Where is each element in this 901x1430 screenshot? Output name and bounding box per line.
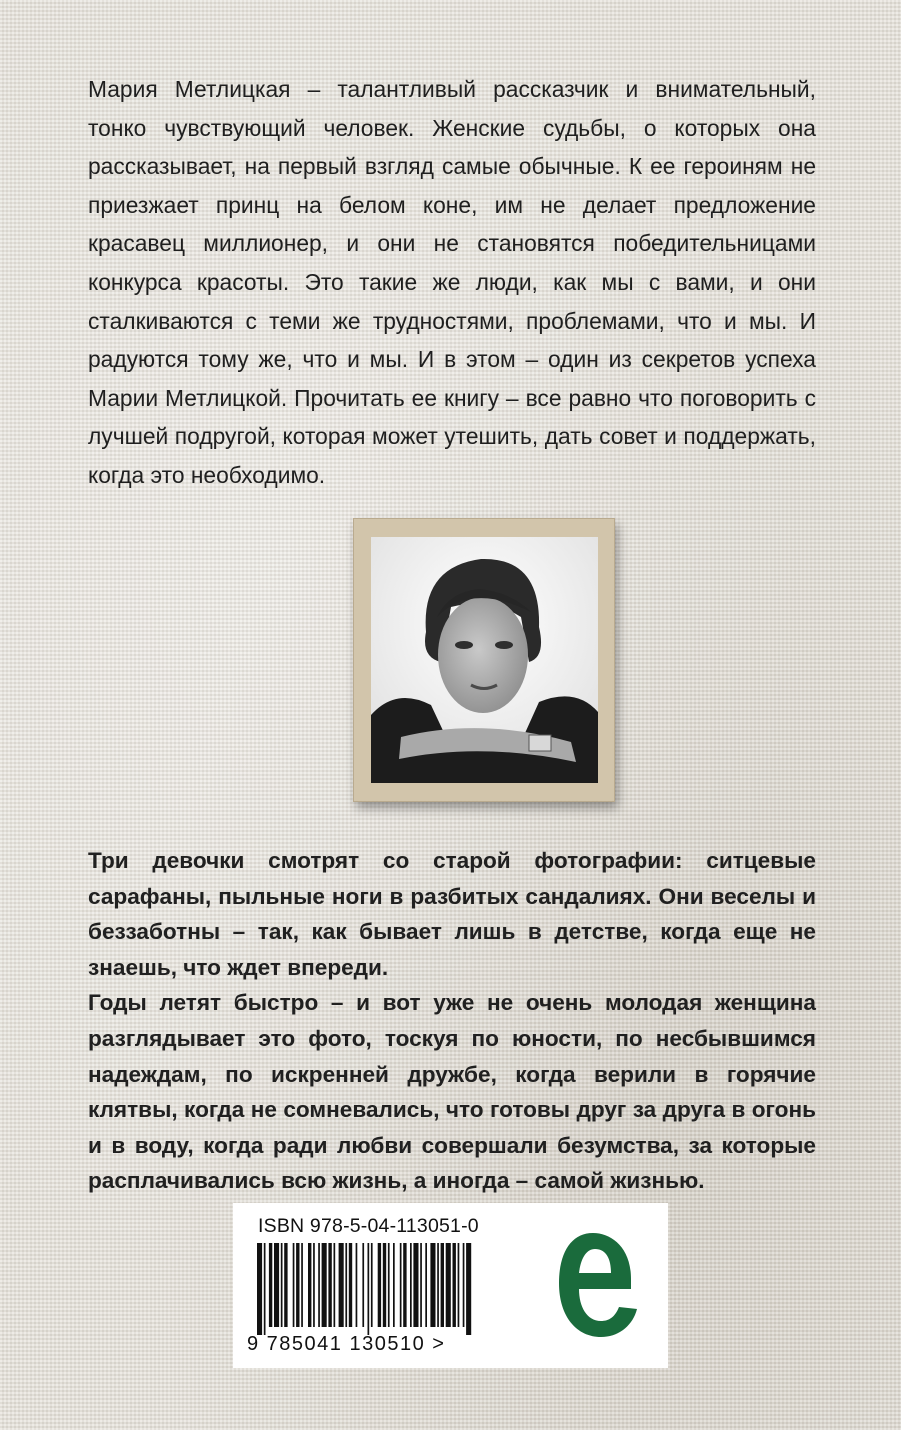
barcode-bar [284, 1243, 287, 1327]
barcode-bar [371, 1243, 373, 1327]
barcode-bar [264, 1243, 266, 1335]
barcode-bar [362, 1243, 364, 1327]
barcode-bar [413, 1243, 418, 1327]
portrait-image [371, 537, 598, 783]
barcode-bar [420, 1243, 422, 1327]
barcode-bar [308, 1243, 311, 1327]
book-synopsis [88, 843, 816, 1199]
barcode-digits: 9 785041 130510 > [247, 1333, 446, 1355]
barcode-icon [255, 1243, 535, 1335]
barcode-panel [233, 1203, 668, 1368]
barcode-bar [328, 1243, 331, 1327]
barcode-bar [393, 1243, 395, 1327]
barcode-bar [301, 1243, 303, 1327]
barcode-bar [441, 1243, 444, 1327]
author-photo-frame [353, 518, 615, 802]
author-description-text: Мария Метлицкая – талантливый рассказчик и внимательный, тонко чувствующий человек. Женские судьбы, о которых она рассказывает, на первый взгляд самые обычные. К ее героиням не приезжает принц на белом коне, им не делает предложение красавец миллионер, и они не становятся победительницами конкурса красоты. Это такие же люди, как мы с вами, и они сталкиваются с теми же трудностями, проблемами, что и мы. И радуются тому же, что и мы. И в этом – один из секретов успеха Марии Метлицкой. Прочитать ее книгу – все равно что поговорить с лучшей подругой, которая может утешить, дать совет и поддержать, когда это необходимо. [88, 76, 816, 488]
author-photo [371, 537, 598, 783]
synopsis-paragraph: Три девочки смотрят со старой фотографии: ситцевые сарафаны, пыльные ноги в разбитых сандалиях. Они веселы и беззаботны – так, как бывает лишь в детстве, когда еще не знаешь, что ждет впереди. [88, 848, 816, 980]
barcode-bar [257, 1243, 262, 1335]
barcode-bar [378, 1243, 381, 1327]
barcode-bar [466, 1243, 471, 1335]
barcode-bar [345, 1243, 347, 1327]
barcode-bar [293, 1243, 295, 1327]
barcode-bar [403, 1243, 406, 1327]
barcode-bar [437, 1243, 439, 1327]
barcode-bar [313, 1243, 315, 1327]
barcode-bar [274, 1243, 279, 1327]
barcode-bar [322, 1243, 327, 1327]
barcode-bar [368, 1243, 370, 1335]
barcode-bar [453, 1243, 456, 1327]
barcode-bar [425, 1243, 427, 1327]
barcode-bar [410, 1243, 412, 1327]
barcode-bar [349, 1243, 352, 1327]
barcode-bar [296, 1243, 299, 1327]
barcode-bar [458, 1243, 460, 1327]
barcode-bar [356, 1243, 358, 1327]
barcode-bar [318, 1243, 320, 1327]
barcode-bar [388, 1243, 390, 1327]
barcode-bar [383, 1243, 386, 1327]
barcode-bar [463, 1243, 465, 1327]
isbn-label: ISBN 978-5-04-113051-0 [258, 1215, 479, 1237]
publisher-e-logo-icon [553, 1227, 643, 1345]
synopsis-paragraph: Годы летят быстро – и вот уже не очень молодая женщина разглядывает это фото, тоскуя по юности, по несбывшимся надеждам, по искренней дружбе, когда верили в горячие клятвы, когда не сомневались, что готовы друг за друга в огонь и в воду, когда ради любви совершали безумства, за которые расплачивались всю жизнь, а иногда – самой жизнью. [88, 990, 816, 1194]
barcode-bar [334, 1243, 336, 1327]
author-description [88, 70, 816, 495]
barcode-bar [430, 1243, 435, 1327]
barcode-bar [281, 1243, 283, 1327]
barcode-bar [339, 1243, 344, 1327]
barcode-bar [400, 1243, 402, 1327]
barcode-bar [269, 1243, 272, 1327]
barcode-bar [446, 1243, 451, 1327]
